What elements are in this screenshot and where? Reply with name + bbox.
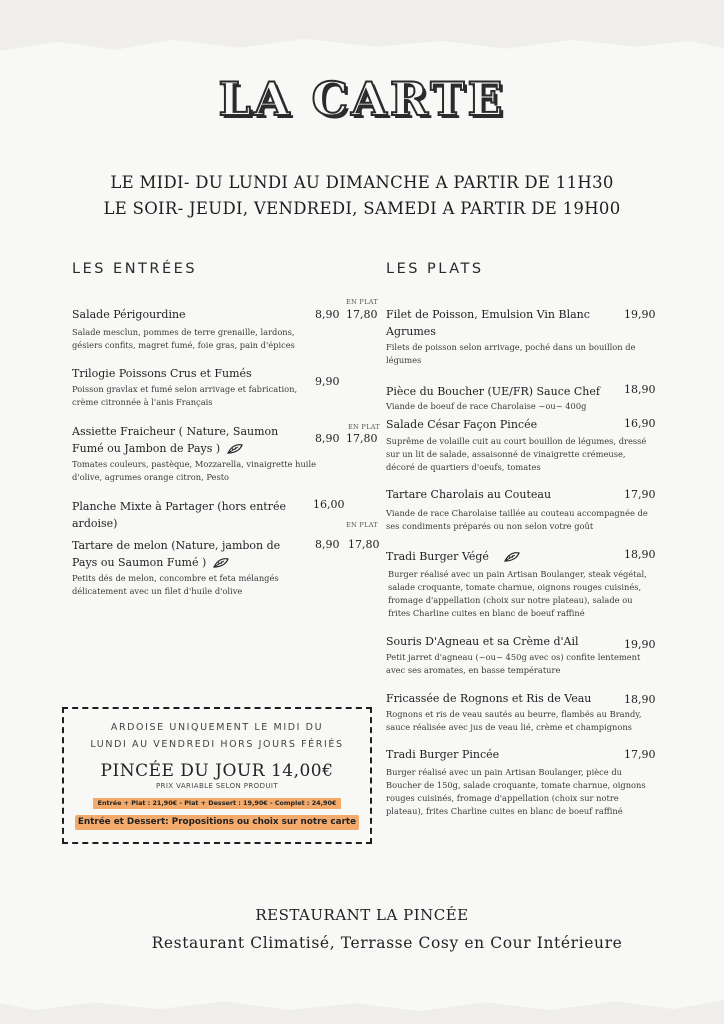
formules-prices: Entrée + Plat : 21,90€ - Plat + Dessert : 19,90€ - Complet : 24,90€ xyxy=(93,798,342,809)
item-name: Fricassée de Rognons et Ris de Veau xyxy=(386,692,592,705)
ardoise-heading xyxy=(64,719,370,753)
plat-item xyxy=(386,746,650,818)
ardoise-box xyxy=(62,707,372,844)
item-name: Planche Mixte à Partager (hors entrée ardoise) xyxy=(72,500,286,530)
item-price: 16,00 xyxy=(313,498,345,511)
item-price: 8,90 xyxy=(315,432,340,445)
plat-item xyxy=(386,416,654,474)
page-title: LA CARTE xyxy=(218,72,506,126)
hours-soir: LE SOIR- JEUDI, VENDREDI, SAMEDI A PARTIR DE 19H00 xyxy=(103,199,621,218)
item-price: 8,90 xyxy=(315,538,340,551)
en-plat-label: EN PLAT xyxy=(346,521,378,529)
item-desc: Petit jarret d'agneau (~ou~ 450g avec os) confite lentement avec ses aromates, en basse température xyxy=(386,652,641,675)
entree-dessert-note: Entrée et Dessert: Propositions ou choix sur notre carte xyxy=(75,815,359,830)
plat-du-jour-price: PINCÉE DU JOUR 14,00€ xyxy=(100,761,334,781)
item-price: 9,90 xyxy=(315,375,340,388)
plat-item xyxy=(386,633,646,677)
leaf-icon xyxy=(503,551,521,563)
restaurant-tagline: Restaurant Climatisé, Terrasse Cosy en Cour Intérieure xyxy=(151,934,623,952)
item-price: 17,90 xyxy=(624,488,656,501)
item-price: 19,90 xyxy=(624,638,656,651)
opening-hours xyxy=(0,170,724,222)
item-price: 18,90 xyxy=(624,693,656,706)
plat-item xyxy=(386,486,654,533)
en-plat-label: EN PLAT xyxy=(346,298,378,306)
item-desc: Burger réalisé avec un pain Artisan Boulanger, pièce du Boucher de 150g, salade croquante, tomate charnue, oignons rouges cuisinés, fromage d'appellation (choix sur notre plateau), frites Charline cuites en blanc de boeuf raffiné xyxy=(386,767,646,816)
item-desc: Viande de race Charolaise taillée au couteau accompagnée de ses condiments préparés ou non selon votre goût xyxy=(386,508,648,531)
item-name: Tradi Burger Pincée xyxy=(386,748,500,761)
ardoise-line1: ARDOISE UNIQUEMENT LE MIDI DU xyxy=(110,722,324,733)
prix-variable-note: PRIX VARIABLE SELON PRODUIT xyxy=(155,782,279,790)
item-name: Pièce du Boucher (UE/FR) Sauce Chef xyxy=(386,385,600,398)
item-price-plat: 17,80 xyxy=(346,308,378,321)
ardoise-line2: LUNDI AU VENDREDI HORS JOURS FÉRIÉS xyxy=(90,739,344,750)
item-name: Souris D'Agneau et sa Crème d'Ail xyxy=(386,635,579,648)
plat-item xyxy=(386,306,636,367)
item-price-plat: 17,80 xyxy=(346,432,378,445)
entree-item xyxy=(72,365,312,409)
item-name: Tartare de melon (Nature, jambon de Pays ou Saumon Fumé ) xyxy=(72,539,281,569)
item-desc: Viande de boeuf de race Charolaise ~ou~ 400g xyxy=(386,401,587,411)
item-price: 18,90 xyxy=(624,383,656,396)
item-desc: Burger réalisé avec un pain Artisan Boulanger, steak végétal, salade croquante, tomate charnue, oignons rouges cuisinés, fromage d'appellation (choix sur notre plateau), salade ou frites Charline cuites en blanc de boeuf raffiné xyxy=(388,569,647,618)
entrees-title: LES ENTRÉES xyxy=(72,261,198,277)
item-name: Tradi Burger Végé xyxy=(386,548,656,565)
item-name: Tartare Charolais au Couteau xyxy=(386,488,552,501)
entree-item xyxy=(72,306,322,352)
item-desc: Rognons et ris de veau sautés au beurre, flambés au Brandy, sauce réalisée avec jus de veau lié, crème et champignons xyxy=(386,709,642,732)
entree-item xyxy=(72,423,317,484)
entree-item xyxy=(72,537,307,598)
plat-item xyxy=(386,690,650,734)
item-price: 19,90 xyxy=(624,308,656,321)
item-price: 17,90 xyxy=(624,748,656,761)
item-price: 16,90 xyxy=(624,417,656,430)
entree-item xyxy=(72,498,302,532)
hours-midi: LE MIDI- DU LUNDI AU DIMANCHE A PARTIR DE 11H30 xyxy=(110,173,614,192)
item-desc: Filets de poisson selon arrivage, poché dans un bouillon de légumes xyxy=(386,342,636,365)
item-name: Trilogie Poissons Crus et Fumés xyxy=(72,367,252,380)
item-price: 8,90 xyxy=(315,308,340,321)
plat-item xyxy=(386,548,656,620)
item-price: 18,90 xyxy=(624,548,656,561)
plats-title: LES PLATS xyxy=(386,261,484,277)
item-name: Salade Périgourdine xyxy=(72,308,186,321)
item-desc: Salade mesclun, pommes de terre grenaille, lardons, gésiers confits, magret fumé, foie gras, pain d'épices xyxy=(72,327,295,350)
en-plat-label: EN PLAT xyxy=(348,423,380,431)
item-desc: Suprême de volaille cuit au court bouillon de légumes, dressé sur un lit de salade, assaisonné de vinaigrette crémeuse, décoré de quartiers d'oeufs, tomates xyxy=(386,436,647,472)
item-desc: Petits dés de melon, concombre et feta mélangés délicatement avec un filet d'huile d'olive xyxy=(72,573,279,596)
plat-item xyxy=(386,383,616,413)
item-name: Salade César Façon Pincée xyxy=(386,418,538,431)
item-desc: Tomates couleurs, pastèque, Mozzarella, vinaigrette huile d'olive, agrumes orange citron, Pesto xyxy=(72,459,317,482)
restaurant-name: RESTAURANT LA PINCÉE xyxy=(255,906,469,924)
item-price-plat: 17,80 xyxy=(348,538,380,551)
item-name: Assiette Fraicheur ( Nature, Saumon Fumé ou Jambon de Pays ) xyxy=(72,425,279,455)
leaf-icon xyxy=(212,557,230,569)
leaf-icon xyxy=(226,443,244,455)
item-desc: Poisson gravlax et fumé selon arrivage et fabrication, crème citronnée à l'anis Français xyxy=(72,384,298,407)
item-name: Filet de Poisson, Emulsion Vin Blanc Agrumes xyxy=(386,308,590,338)
